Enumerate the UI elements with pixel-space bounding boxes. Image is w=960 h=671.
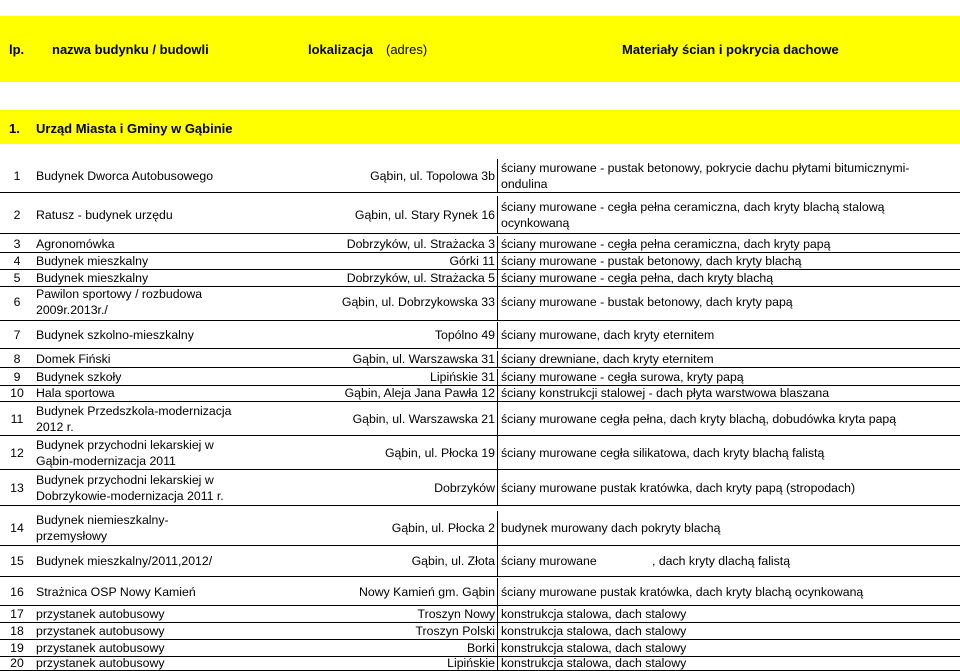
column-border	[497, 284, 498, 321]
building-location: Gąbin, ul. Płocka 2	[391, 521, 495, 535]
table-row	[0, 284, 960, 321]
building-name: Budynek przychodni lekarskiej w	[36, 473, 214, 487]
building-name: przystanek autobusowy	[36, 607, 165, 621]
building-location: Gąbin, ul. Topolowa 3b	[370, 169, 495, 183]
building-location: Gąbin, ul. Warszawska 31	[352, 352, 495, 366]
building-name: Pawilon sportowy / rozbudowa	[36, 287, 203, 301]
materials-text: konstrukcja stalowa, dach stalowy	[501, 656, 687, 670]
building-name: przystanek autobusowy	[36, 641, 165, 655]
column-border	[497, 623, 498, 640]
building-name: Budynek przychodni lekarskiej w	[36, 438, 214, 452]
row-number: 16	[10, 585, 24, 599]
row-border	[0, 320, 960, 321]
building-location: Borki	[466, 641, 495, 655]
building-location: Gąbin, ul. Płocka 19	[384, 446, 495, 460]
materials-text: ściany murowane - cegła pełna ceramiczna, dach kryty blachą stalową	[501, 200, 885, 214]
table-row	[0, 236, 960, 253]
table-row	[0, 470, 960, 506]
building-location: Dobrzyków	[434, 481, 495, 495]
column-border	[497, 640, 498, 657]
section-row	[0, 110, 960, 144]
building-name: Budynek niemieszkalny-	[36, 513, 169, 527]
row-number: 20	[10, 656, 24, 670]
row-number: 13	[10, 481, 24, 495]
building-location: Gąbin, ul. Warszawska 21	[352, 412, 495, 426]
section-number: 1.	[9, 121, 20, 136]
table-row	[0, 402, 960, 436]
materials-text: ściany murowane - cegła pełna, dach kryty blachą	[501, 271, 774, 285]
row-number: 3	[13, 237, 21, 251]
table-row	[0, 253, 960, 270]
row-number: 15	[10, 554, 24, 568]
header-materials: Materiały ścian i pokrycia dachowe	[622, 42, 839, 57]
materials-text: ściany murowane pustak kratówka, dach kryty papą (stropodach)	[501, 481, 856, 495]
building-location: Dobrzyków, ul. Strażacka 5	[346, 271, 495, 285]
building-name: Budynek mieszkalny	[36, 254, 149, 268]
table-row	[0, 322, 960, 349]
row-border	[0, 576, 960, 577]
table-row	[0, 385, 960, 402]
building-name-line2: 2009r.2013r./	[36, 303, 108, 317]
materials-text-line2: ondulina	[501, 177, 548, 191]
table-row	[0, 436, 960, 470]
row-border	[0, 367, 960, 368]
building-location: Gąbin, ul. Dobrzykowska 33	[341, 295, 495, 309]
row-number: 8	[13, 352, 21, 366]
row-number: 7	[13, 328, 21, 342]
building-location: Lipińskie 31	[430, 370, 495, 384]
materials-text-extra: , dach kryty dlachą falistą	[652, 554, 791, 568]
column-border	[497, 385, 498, 402]
materials-text: ściany murowane cegła silikatowa, dach kryty blachą falistą	[501, 446, 825, 460]
table-row	[0, 623, 960, 640]
column-border	[497, 546, 498, 577]
materials-text: ściany murowane - pustak betonowy, dach kryty blachą	[501, 254, 802, 268]
building-name: Budynek Przedszkola-modernizacja	[36, 404, 232, 418]
row-border	[0, 505, 960, 506]
building-name: Agronomówka	[36, 237, 115, 251]
row-number: 17	[10, 607, 24, 621]
table-row	[0, 640, 960, 657]
row-number: 18	[10, 624, 24, 638]
materials-text: ściany murowane cegła pełna, dach kryty blachą, dobudówka kryta papą	[501, 412, 897, 426]
materials-text-line2: ocynkowaną	[501, 216, 570, 230]
row-border	[0, 192, 960, 193]
building-name: Strażnica OSP Nowy Kamień	[36, 585, 196, 599]
table-row	[0, 196, 960, 234]
building-name: Budynek mieszkalny	[36, 271, 149, 285]
materials-text: konstrukcja stalowa, dach stalowy	[501, 607, 687, 621]
building-location: Gąbin, ul. Stary Rynek 16	[354, 208, 495, 222]
materials-text: ściany drewniane, dach kryty eternitem	[501, 352, 714, 366]
building-name-line2: przemysłowy	[36, 529, 108, 543]
row-number: 10	[10, 386, 24, 400]
table-row	[0, 369, 960, 386]
table-row	[0, 546, 960, 577]
row-border	[0, 348, 960, 349]
header-location: lokalizacja	[308, 42, 374, 57]
building-name-line2: 2012 r.	[36, 420, 74, 434]
building-name: Budynek szkoły	[36, 370, 122, 384]
column-border	[497, 236, 498, 253]
column-border	[497, 196, 498, 234]
materials-text: ściany murowane - cegła pełna ceramiczna, dach kryty papą	[501, 237, 831, 251]
header-lp: lp.	[9, 42, 25, 57]
row-number: 1	[13, 169, 21, 183]
column-border	[497, 159, 498, 193]
building-name: Domek Fiński	[36, 352, 111, 366]
building-name: Hala sportowa	[36, 386, 115, 400]
materials-text: ściany konstrukcji stalowej - dach płyta warstwowa blaszana	[501, 386, 830, 400]
table-row	[0, 578, 960, 606]
section-title: Urząd Miasta i Gminy w Gąbinie	[36, 121, 233, 136]
building-location: Troszyn Polski	[415, 624, 495, 638]
column-border	[497, 606, 498, 623]
building-name-line2: Dobrzykowie-modernizacja 2011 r.	[36, 489, 224, 503]
building-name-line2: Gąbin-modernizacja 2011	[36, 454, 176, 468]
table-row	[0, 606, 960, 623]
building-location: Lipińskie	[447, 656, 495, 670]
materials-text: ściany murowane - cegła surowa, kryty papą	[501, 370, 744, 384]
table-row	[0, 351, 960, 368]
building-location: Górki 11	[449, 254, 495, 268]
row-number: 19	[10, 641, 24, 655]
column-border	[497, 369, 498, 386]
table-row	[0, 656, 960, 671]
column-border	[497, 402, 498, 436]
table-row	[0, 159, 960, 193]
building-location: Troszyn Nowy	[417, 607, 495, 621]
materials-text: budynek murowany dach pokryty blachą	[501, 521, 721, 535]
table-row	[0, 511, 960, 546]
row-number: 9	[13, 370, 21, 384]
column-border	[497, 578, 498, 606]
building-name: przystanek autobusowy	[36, 624, 165, 638]
materials-text: ściany murowane, dach kryty eternitem	[501, 328, 715, 342]
building-location: Gąbin, Aleja Jana Pawła 12	[344, 386, 495, 400]
column-border	[497, 322, 498, 349]
building-name: Ratusz - budynek urzędu	[36, 208, 173, 222]
materials-text: ściany murowane	[501, 554, 597, 568]
building-location: Gąbin, ul. Złota	[411, 554, 495, 568]
column-border	[497, 511, 498, 546]
row-number: 14	[10, 521, 24, 535]
column-border	[497, 351, 498, 368]
materials-text: ściany murowane - bustak betonowy, dach kryty papą	[501, 295, 793, 309]
column-border	[497, 656, 498, 671]
row-number: 2	[13, 208, 21, 222]
row-number: 12	[10, 446, 24, 460]
column-border	[497, 470, 498, 506]
materials-text: ściany murowane pustak kratówka, dach kryty blachą ocynkowaną	[501, 585, 864, 599]
building-name: Budynek mieszkalny/2011,2012/	[36, 554, 213, 568]
header-location-note: (adres)	[386, 42, 428, 57]
row-number: 4	[13, 254, 21, 268]
header-name: nazwa budynku / budowli	[52, 42, 209, 57]
row-border	[0, 233, 960, 234]
materials-text: konstrukcja stalowa, dach stalowy	[501, 624, 687, 638]
column-border	[497, 436, 498, 470]
row-number: 6	[13, 295, 21, 309]
building-name: przystanek autobusowy	[36, 656, 165, 670]
building-name: Budynek Dworca Autobusowego	[36, 169, 214, 183]
row-number: 11	[10, 412, 24, 426]
header-row	[0, 16, 960, 82]
building-name: Budynek szkolno-mieszkalny	[36, 328, 194, 342]
row-number: 5	[13, 271, 21, 285]
materials-text: ściany murowane - pustak betonowy, pokrycie dachu płytami bitumicznymi-	[501, 161, 910, 175]
column-border	[497, 253, 498, 270]
building-location: Nowy Kamień gm. Gąbin	[358, 585, 495, 599]
materials-text: konstrukcja stalowa, dach stalowy	[501, 641, 687, 655]
building-location: Topólno 49	[434, 328, 495, 342]
building-location: Dobrzyków, ul. Strażacka 3	[346, 237, 495, 251]
